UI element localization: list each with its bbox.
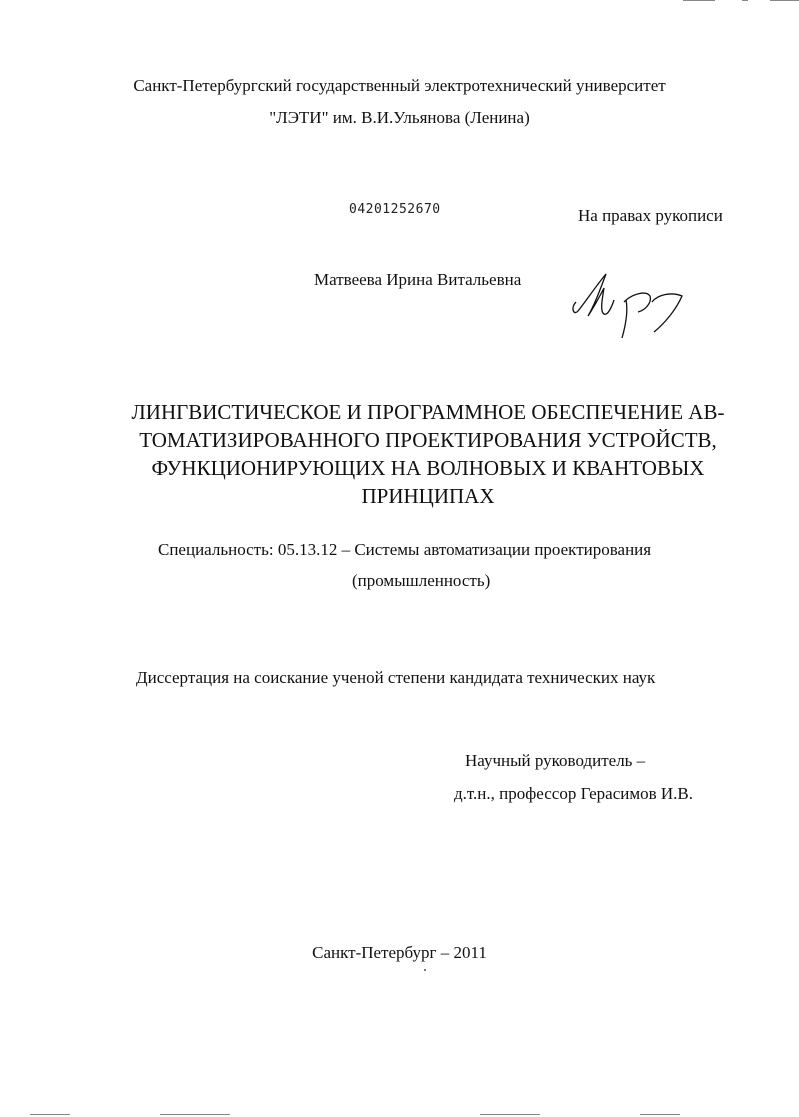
title-line: ТОМАТИЗИРОВАННОГО ПРОЕКТИРОВАНИЯ УСТРОЙСТВ, xyxy=(139,428,717,452)
specialty-line-2: (промышленность) xyxy=(352,571,491,590)
scan-edge-mark xyxy=(160,1114,230,1115)
university-name-line-1: Санкт-Петербургский государственный электротехнический университет xyxy=(133,76,666,95)
title-line: ЛИНГВИСТИЧЕСКОЕ И ПРОГРАММНОЕ ОБЕСПЕЧЕНИЕ АВ- xyxy=(131,400,725,424)
dissertation-title xyxy=(60,398,796,510)
scan-edge-mark xyxy=(480,1114,540,1115)
scan-dot xyxy=(424,969,426,971)
scan-edge-mark xyxy=(640,1114,680,1115)
registration-number: 04201252670 xyxy=(349,202,441,217)
author-name: Матвеева Ирина Витальевна xyxy=(314,270,522,289)
title-line: ФУНКЦИОНИРУЮЩИХ НА ВОЛНОВЫХ И КВАНТОВЫХ xyxy=(151,456,705,480)
scan-edge-mark xyxy=(770,0,799,1)
signature-icon xyxy=(566,266,696,346)
scan-edge-mark xyxy=(742,0,748,1)
footer-city-year: Санкт-Петербург – 2011 xyxy=(312,943,487,962)
university-name-line-2: "ЛЭТИ" им. В.И.Ульянова (Ленина) xyxy=(269,108,530,127)
manuscript-note: На правах рукописи xyxy=(578,206,723,225)
supervisor-name: д.т.н., профессор Герасимов И.В. xyxy=(454,784,693,803)
dissertation-note: Диссертация на соискание ученой степени кандидата технических наук xyxy=(136,668,656,687)
specialty-line-1: Специальность: 05.13.12 – Системы автоматизации проектирования xyxy=(158,540,652,559)
supervisor-label: Научный руководитель – xyxy=(465,751,646,770)
title-line: ПРИНЦИПАХ xyxy=(361,484,495,508)
scan-edge-mark xyxy=(683,0,715,1)
scan-edge-mark xyxy=(30,1114,70,1115)
